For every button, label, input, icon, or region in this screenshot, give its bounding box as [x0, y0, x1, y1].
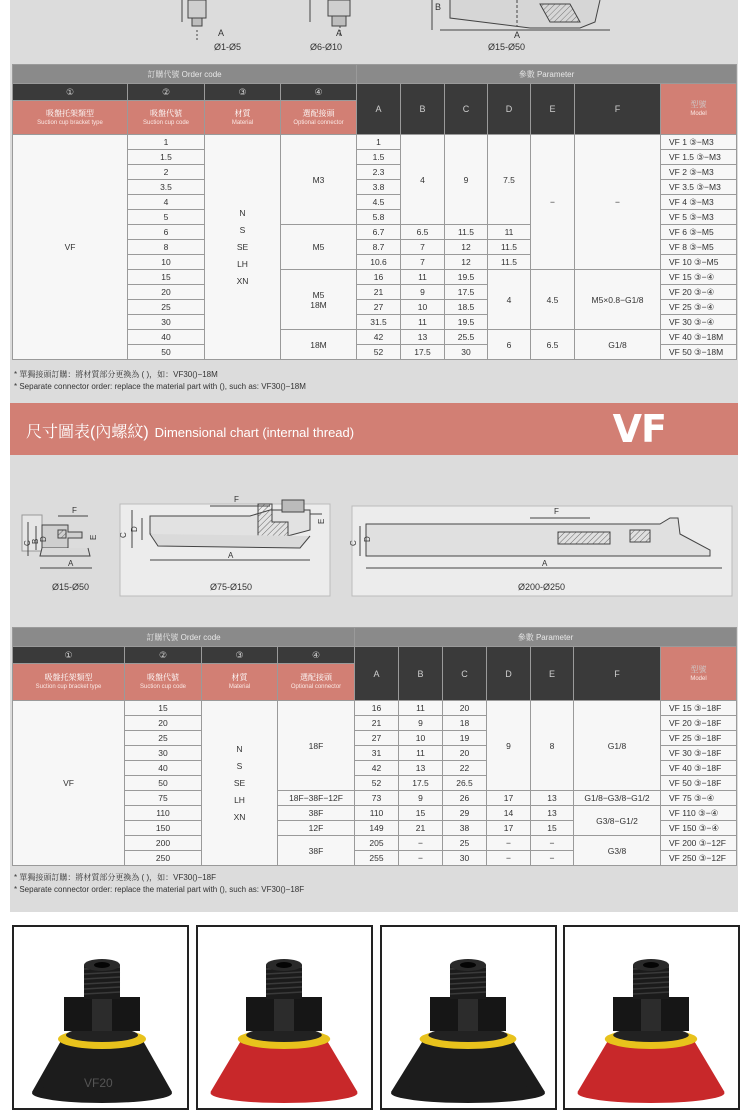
- param-d-cell: 14: [487, 806, 531, 821]
- table2-note-cn: * 單獨接頭訂購：將材質部分更換為 ( )，如：VF30()−18F: [14, 873, 217, 882]
- col-num-3: ③: [205, 84, 281, 101]
- model-cell: VF 2 ③−M3: [661, 165, 737, 180]
- param-c-cell: 22: [443, 761, 487, 776]
- material-item: XN: [233, 811, 246, 822]
- param-b-cell: 11: [399, 746, 443, 761]
- black-cup-photo: [14, 927, 187, 1108]
- cup-code-cell: 50: [128, 345, 205, 360]
- param-a-cell: 10.6: [357, 255, 401, 270]
- connector-value: M5: [312, 289, 325, 300]
- param-head-f2: F: [574, 647, 661, 701]
- red-cup-photo-2: [565, 927, 738, 1108]
- section-title-cn: 尺寸圖表(內螺紋): [26, 424, 149, 441]
- nut-face: [458, 997, 478, 1031]
- order-code-header-2: 訂購代號 Order code: [13, 628, 355, 647]
- svg-text:C: C: [23, 540, 32, 546]
- model-cell: VF 30 ③−④: [661, 315, 737, 330]
- svg-text:D: D: [363, 536, 372, 542]
- col-num-4b: ④: [278, 647, 355, 664]
- param-b-cell: 10: [401, 300, 445, 315]
- param-a-cell: 149: [355, 821, 399, 836]
- cup-code-cell: 2: [128, 165, 205, 180]
- model-cell: VF 4 ③−M3: [661, 195, 737, 210]
- cup-code-cell: 25: [125, 731, 202, 746]
- material-item: SE: [233, 777, 246, 788]
- suction-cup: [578, 959, 725, 1103]
- param-e-cell: −: [531, 851, 574, 866]
- suction-cup: [32, 959, 172, 1103]
- param-a-cell: 4.5: [357, 195, 401, 210]
- param-e-cell: 13: [531, 791, 574, 806]
- cup-lip: [578, 1083, 725, 1103]
- col-num-2: ②: [128, 84, 205, 101]
- section-title: [26, 419, 354, 442]
- cup-code-head: 吸盤代號 Suction cup code: [128, 101, 205, 135]
- param-c-cell: 25: [443, 836, 487, 851]
- model-cell: VF 20 ③−18F: [661, 716, 737, 731]
- table1-note-cn: * 單獨接頭訂購：將材質部分更換為 ( )，如：VF30()−18M: [14, 370, 218, 379]
- svg-text:D: D: [130, 526, 139, 532]
- param-f-cell: M5×0.8−G1/8: [575, 270, 661, 330]
- bracket-type-cell: VF: [13, 701, 125, 866]
- param-d-cell: 6: [488, 330, 531, 360]
- model-cell: VF 25 ③−18F: [661, 731, 737, 746]
- param-b-cell: 6.5: [401, 225, 445, 240]
- nut-face: [92, 997, 112, 1031]
- param-a-cell: 21: [355, 716, 399, 731]
- param-c-cell: 12: [445, 240, 488, 255]
- series-code: VF: [612, 407, 666, 451]
- dim-size-label-3: Ø200-Ø250: [518, 582, 566, 592]
- param-b-cell: 11: [401, 315, 445, 330]
- param-e-cell: 15: [531, 821, 574, 836]
- model-cell: VF 1 ③−M3: [661, 135, 737, 150]
- top-drawing-svg: [10, 0, 738, 62]
- cup-code-cell: 5: [128, 210, 205, 225]
- param-a-cell: 1.5: [357, 150, 401, 165]
- param-c-cell: 38: [443, 821, 487, 836]
- param-head-b: B: [401, 84, 445, 135]
- svg-text:F: F: [234, 495, 239, 504]
- size-label-3: Ø15-Ø50: [488, 42, 526, 52]
- material-head: 材質 Material: [205, 101, 281, 135]
- cup-code-cell: 1: [128, 135, 205, 150]
- param-b-cell: 4: [401, 135, 445, 225]
- param-c-cell: 26.5: [443, 776, 487, 791]
- param-c-cell: 11.5: [445, 225, 488, 240]
- nut-face: [641, 997, 661, 1031]
- param-head-f: F: [575, 84, 661, 135]
- parameter-header: 參數 Parameter: [357, 65, 737, 84]
- material-item: LH: [234, 794, 245, 805]
- section-title-bar: [10, 403, 738, 455]
- photo-frame-1: [12, 925, 189, 1110]
- param-head-c2: C: [443, 647, 487, 701]
- top-drawings: [10, 0, 738, 62]
- model-cell: VF 1.5 ③−M3: [661, 150, 737, 165]
- param-a-cell: 6.7: [357, 225, 401, 240]
- suction-cup: [391, 959, 545, 1103]
- material-cell: [202, 701, 278, 866]
- param-head-d: D: [488, 84, 531, 135]
- param-e-cell: 8: [531, 701, 574, 791]
- cup-code-cell: 10: [128, 255, 205, 270]
- param-f-cell: G3/8: [574, 836, 661, 866]
- param-d-cell: 11.5: [488, 240, 531, 255]
- param-a-cell: 205: [355, 836, 399, 851]
- table1-note-en: * Separate connector order: replace the material part with (), such as: VF30()−18M: [14, 382, 306, 391]
- cup-code-cell: 30: [125, 746, 202, 761]
- svg-text:C: C: [119, 532, 128, 538]
- cup-code-cell: 110: [125, 806, 202, 821]
- param-e-cell: 6.5: [531, 330, 575, 360]
- param-b-cell: 15: [399, 806, 443, 821]
- model-head-2: 型號 Model: [661, 647, 737, 701]
- svg-text:E: E: [317, 518, 326, 524]
- cup-code-cell: 40: [128, 330, 205, 345]
- dim-letter-a2: A: [336, 28, 343, 38]
- param-d-cell: 7.5: [488, 135, 531, 225]
- param-b-cell: 17.5: [399, 776, 443, 791]
- param-c-cell: 12: [445, 255, 488, 270]
- connector-cell: 18F: [278, 701, 355, 791]
- product-photos: [0, 925, 750, 1115]
- param-b-cell: 9: [399, 716, 443, 731]
- model-cell: VF 200 ③−12F: [661, 836, 737, 851]
- col-num-2b: ②: [125, 647, 202, 664]
- param-a-cell: 21: [357, 285, 401, 300]
- model-cell: VF 40 ③−18M: [661, 330, 737, 345]
- param-a-cell: 42: [355, 761, 399, 776]
- red-cup-photo: [198, 927, 371, 1108]
- model-cell: VF 15 ③−④: [661, 270, 737, 285]
- connector-head-2: 選配接頭 Optional connector: [278, 664, 355, 701]
- nut-face: [274, 997, 294, 1031]
- cup-code-cell: 200: [125, 836, 202, 851]
- param-a-cell: 16: [357, 270, 401, 285]
- param-d-cell: 11.5: [488, 255, 531, 270]
- connector-cell: 38F: [278, 836, 355, 866]
- param-a-cell: 110: [355, 806, 399, 821]
- material-item: N: [239, 207, 246, 218]
- param-a-cell: 1: [357, 135, 401, 150]
- model-cell: VF 40 ③−18F: [661, 761, 737, 776]
- model-cell: VF 6 ③−M5: [661, 225, 737, 240]
- cup-code-cell: 15: [128, 270, 205, 285]
- param-b-cell: 10: [399, 731, 443, 746]
- param-e-cell: −: [531, 135, 575, 270]
- param-a-cell: 42: [357, 330, 401, 345]
- param-head-a: A: [357, 84, 401, 135]
- param-b-cell: 17.5: [401, 345, 445, 360]
- svg-text:B: B: [31, 538, 40, 544]
- table-row: [13, 135, 737, 150]
- param-a-cell: 255: [355, 851, 399, 866]
- param-c-cell: 18.5: [445, 300, 488, 315]
- param-c-cell: 19.5: [445, 270, 488, 285]
- param-c-cell: 19.5: [445, 315, 488, 330]
- model-cell: VF 250 ③−12F: [661, 851, 737, 866]
- model-cell: VF 5 ③−M3: [661, 210, 737, 225]
- dim-letter-b: B: [435, 2, 442, 12]
- col-num-4: ④: [281, 84, 357, 101]
- param-a-cell: 73: [355, 791, 399, 806]
- param-d-cell: 9: [487, 701, 531, 791]
- param-a-cell: 27: [357, 300, 401, 315]
- connector-cell: M5: [281, 225, 357, 270]
- param-d-cell: −: [487, 851, 531, 866]
- col-num-3b: ③: [202, 647, 278, 664]
- cup-code-cell: 1.5: [128, 150, 205, 165]
- param-c-cell: 18: [443, 716, 487, 731]
- param-c-cell: 17.5: [445, 285, 488, 300]
- photo-frame-2: [196, 925, 373, 1110]
- bracket-type-cell: VF: [13, 135, 128, 360]
- material-item: S: [236, 760, 243, 771]
- photo-frame-3: [380, 925, 557, 1110]
- dim-size-label-1: Ø15-Ø50: [52, 582, 90, 592]
- table2-note-en: * Separate connector order: replace the material part with (), such as: VF30()−18F: [14, 885, 305, 894]
- cup-code-cell: 40: [125, 761, 202, 776]
- param-head-e2: E: [531, 647, 574, 701]
- param-a-cell: 8.7: [357, 240, 401, 255]
- stem-hole: [276, 962, 292, 968]
- param-head-a2: A: [355, 647, 399, 701]
- model-cell: VF 10 ③−M5: [661, 255, 737, 270]
- param-b-cell: 7: [401, 240, 445, 255]
- param-c-cell: 19: [443, 731, 487, 746]
- material-cell: [205, 135, 281, 360]
- cup-code-cell: 4: [128, 195, 205, 210]
- cup-code-cell: 6: [128, 225, 205, 240]
- svg-text:E: E: [89, 534, 98, 540]
- model-cell: VF 20 ③−④: [661, 285, 737, 300]
- model-cell: VF 150 ③−④: [661, 821, 737, 836]
- cup-code-cell: 20: [125, 716, 202, 731]
- param-b-cell: 11: [401, 270, 445, 285]
- photo-frame-4: [563, 925, 740, 1110]
- cup-code-cell: 15: [125, 701, 202, 716]
- size-label-2: Ø6-Ø10: [310, 42, 343, 52]
- param-b-cell: −: [399, 851, 443, 866]
- param-c-cell: 20: [443, 746, 487, 761]
- param-a-cell: 2.3: [357, 165, 401, 180]
- param-b-cell: 7: [401, 255, 445, 270]
- param-f-cell: G1/8: [575, 330, 661, 360]
- param-c-cell: 29: [443, 806, 487, 821]
- stem-hole: [94, 962, 110, 968]
- bracket-type-head-2: 吸盤托架類型 Suction cup bracket type: [13, 664, 125, 701]
- dimension-drawings: [10, 470, 738, 600]
- param-b-cell: 9: [399, 791, 443, 806]
- param-b-cell: 13: [401, 330, 445, 345]
- param-a-cell: 5.8: [357, 210, 401, 225]
- dimension-drawing-svg: [10, 470, 738, 600]
- connector-cell: M3: [281, 135, 357, 225]
- param-d-cell: 4: [488, 270, 531, 330]
- cup-print: VF20: [84, 1076, 113, 1090]
- bracket-type-head: 吸盤托架類型 Suction cup bracket type: [13, 101, 128, 135]
- svg-text:A: A: [542, 559, 548, 568]
- cup-code-cell: 75: [125, 791, 202, 806]
- section-title-en: Dimensional chart (internal thread): [154, 425, 355, 440]
- connector-cell: 12F: [278, 821, 355, 836]
- param-a-cell: 52: [357, 345, 401, 360]
- suction-cup: [211, 959, 358, 1103]
- svg-text:D: D: [39, 536, 48, 542]
- connector-head: 選配接頭 Optional connector: [281, 101, 357, 135]
- connector-cell: 18M: [281, 330, 357, 360]
- param-a-cell: 3.8: [357, 180, 401, 195]
- param-e-cell: −: [531, 836, 574, 851]
- catalog-sheet: [10, 0, 738, 912]
- param-a-cell: 52: [355, 776, 399, 791]
- cup-code-cell: 25: [128, 300, 205, 315]
- param-c-cell: 30: [445, 345, 488, 360]
- cup-lip: [391, 1083, 545, 1103]
- connector-value: 18M: [310, 299, 327, 310]
- cup-code-head-2: 吸盤代號 Suction cup code: [125, 664, 202, 701]
- param-a-cell: 31: [355, 746, 399, 761]
- param-head-c: C: [445, 84, 488, 135]
- param-c-cell: 9: [445, 135, 488, 225]
- param-b-cell: 11: [399, 701, 443, 716]
- param-f-cell: −: [575, 135, 661, 270]
- param-head-b2: B: [399, 647, 443, 701]
- spec-table-2: [12, 627, 737, 866]
- param-d-cell: −: [487, 836, 531, 851]
- model-cell: VF 3.5 ③−M3: [661, 180, 737, 195]
- param-d-cell: 11: [488, 225, 531, 240]
- model-head: 型號 Model: [661, 84, 737, 135]
- model-cell: VF 110 ③−④: [661, 806, 737, 821]
- material-item: N: [236, 743, 243, 754]
- param-a-cell: 27: [355, 731, 399, 746]
- cup-lip: [211, 1083, 358, 1103]
- parameter-header-2: 參數 Parameter: [355, 628, 737, 647]
- material-item: S: [239, 224, 246, 235]
- param-a-cell: 31.5: [357, 315, 401, 330]
- size-label-1: Ø1-Ø5: [214, 42, 242, 52]
- param-d-cell: 17: [487, 791, 531, 806]
- model-cell: VF 15 ③−18F: [661, 701, 737, 716]
- param-f-cell: G1/8−G3/8−G1/2: [574, 791, 661, 806]
- dim-letter-a3: A: [514, 30, 521, 40]
- col-num-1: ①: [13, 84, 128, 101]
- model-cell: VF 50 ③−18F: [661, 776, 737, 791]
- param-head-d2: D: [487, 647, 531, 701]
- model-cell: VF 75 ③−④: [661, 791, 737, 806]
- param-c-cell: 26: [443, 791, 487, 806]
- model-cell: VF 50 ③−18M: [661, 345, 737, 360]
- cup-code-cell: 3.5: [128, 180, 205, 195]
- connector-cell: [281, 270, 357, 330]
- order-code-header: 訂購代號 Order code: [13, 65, 357, 84]
- param-b-cell: 21: [399, 821, 443, 836]
- param-f-cell: G1/8: [574, 701, 661, 791]
- col-num-1b: ①: [13, 647, 125, 664]
- cup-code-cell: 8: [128, 240, 205, 255]
- model-cell: VF 8 ③−M5: [661, 240, 737, 255]
- svg-text:C: C: [349, 540, 358, 546]
- connector-cell: 38F: [278, 806, 355, 821]
- svg-text:F: F: [72, 506, 77, 515]
- param-a-cell: 16: [355, 701, 399, 716]
- svg-text:A: A: [68, 559, 74, 568]
- dim-letter-a1: A: [218, 28, 225, 38]
- connector-cell: 18F−38F−12F: [278, 791, 355, 806]
- dim-size-label-2: Ø75-Ø150: [210, 582, 253, 592]
- material-head-2: 材質 Material: [202, 664, 278, 701]
- stem-hole: [460, 962, 476, 968]
- table-row: [13, 701, 737, 716]
- black-cup-photo-2: [382, 927, 555, 1108]
- material-item: XN: [236, 275, 249, 286]
- cup-code-cell: 50: [125, 776, 202, 791]
- material-item: LH: [237, 258, 248, 269]
- param-c-cell: 25.5: [445, 330, 488, 345]
- param-head-e: E: [531, 84, 575, 135]
- param-c-cell: 20: [443, 701, 487, 716]
- param-e-cell: 4.5: [531, 270, 575, 330]
- param-b-cell: 13: [399, 761, 443, 776]
- param-e-cell: 13: [531, 806, 574, 821]
- model-cell: VF 30 ③−18F: [661, 746, 737, 761]
- cup-code-cell: 250: [125, 851, 202, 866]
- stem-hole: [643, 962, 659, 968]
- material-item: SE: [236, 241, 249, 252]
- param-b-cell: −: [399, 836, 443, 851]
- cup-code-cell: 30: [128, 315, 205, 330]
- param-b-cell: 9: [401, 285, 445, 300]
- model-cell: VF 25 ③−④: [661, 300, 737, 315]
- param-f-cell: G3/8−G1/2: [574, 806, 661, 836]
- svg-text:F: F: [554, 507, 559, 516]
- cup-code-cell: 150: [125, 821, 202, 836]
- cup-code-cell: 20: [128, 285, 205, 300]
- param-c-cell: 30: [443, 851, 487, 866]
- param-d-cell: 17: [487, 821, 531, 836]
- spec-table-1: [12, 64, 737, 360]
- svg-text:A: A: [228, 551, 234, 560]
